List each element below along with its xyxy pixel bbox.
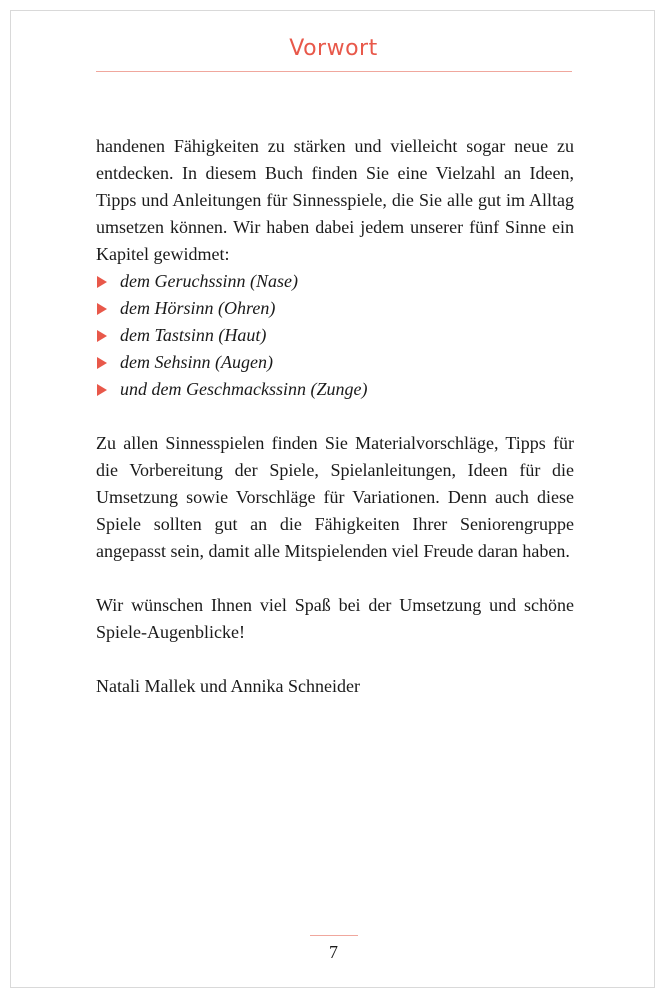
- list-item-text: dem Geruchssinn (Nase): [120, 271, 298, 291]
- triangle-bullet-icon: [97, 384, 107, 396]
- senses-list: [96, 268, 574, 403]
- author-signature: Natali Mallek und Annika Schneider: [96, 676, 360, 696]
- list-item-text: dem Hörsinn (Ohren): [120, 298, 276, 318]
- wishes-paragraph: Wir wünschen Ihnen viel Spaß bei der Umsetzung und schöne Spiele-Augenblicke!: [96, 595, 574, 642]
- list-item-text: dem Sehsinn (Augen): [120, 352, 273, 372]
- page-number: 7: [329, 942, 338, 962]
- triangle-bullet-icon: [97, 276, 107, 288]
- materials-paragraph: Zu allen Sinnesspielen finden Sie Materialvorschläge, Tipps für die Vorbereitung der Spiele, Spielanleitungen, Ideen für die Umsetzung sowie Vorschläge für Variationen. Denn auch diese Spiele sollten gut an die Fähigkeiten Ihrer Seniorengruppe angepasst sein, damit alle Mitspielenden viel Freude daran haben.: [96, 433, 574, 561]
- triangle-bullet-icon: [97, 357, 107, 369]
- intro-paragraph: handenen Fähigkeiten zu stärken und vielleicht sogar neue zu entdecken. In diesem Buch finden Sie eine Vielzahl an Ideen, Tipps und Anleitungen für Sinnesspiele, die Sie alle gut im Alltag umsetzen können. Wir haben dabei jedem unserer fünf Sinne ein Kapitel gewidmet:: [96, 136, 574, 264]
- list-item: [96, 322, 574, 349]
- list-item-text: und dem Geschmackssinn (Zunge): [120, 379, 368, 399]
- list-item: [96, 295, 574, 322]
- list-item: [96, 268, 574, 295]
- list-item: [96, 376, 574, 403]
- list-item-text: dem Tastsinn (Haut): [120, 325, 267, 345]
- footer-divider: [310, 935, 358, 936]
- header-divider: [96, 71, 572, 72]
- chapter-title: Vorwort: [289, 36, 378, 61]
- triangle-bullet-icon: [97, 330, 107, 342]
- triangle-bullet-icon: [97, 303, 107, 315]
- list-item: [96, 349, 574, 376]
- page-content: [96, 133, 574, 700]
